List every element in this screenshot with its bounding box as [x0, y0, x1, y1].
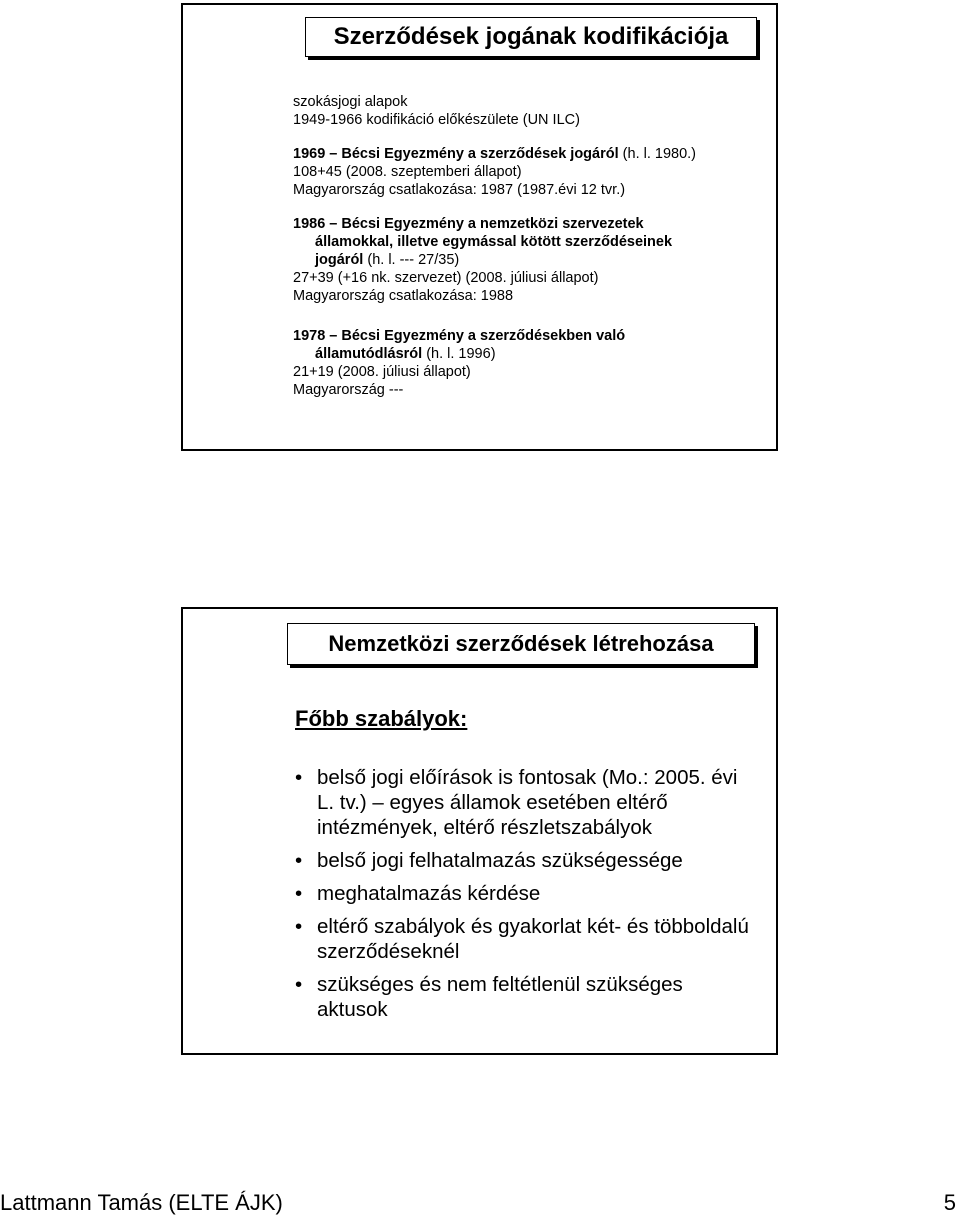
- text-line: szokásjogi alapok: [293, 94, 408, 110]
- convention-1986-heading: 1986 – Bécsi Egyezmény a nemzetközi szervezetek: [293, 216, 644, 232]
- convention-1986-heading-cont: jogáról (h. l. --- 27/35): [315, 252, 460, 268]
- slide-1-body: [293, 93, 763, 399]
- convention-1969-parties: 108+45 (2008. szeptemberi állapot): [293, 164, 522, 180]
- footer-author: Lattmann Tamás (ELTE ÁJK): [0, 1190, 283, 1215]
- slide-2-title: Nemzetközi szerződések létrehozása: [287, 623, 755, 665]
- convention-1978-heading-cont: államutódlásról (h. l. 1996): [315, 346, 496, 362]
- convention-1978-hungary: Magyarország ---: [293, 382, 404, 398]
- slide-2: [181, 607, 778, 1055]
- convention-1986-parties: 27+39 (+16 nk. szervezet) (2008. júliusi állapot): [293, 270, 599, 286]
- list-item: • belső jogi felhatalmazás szükségessége: [295, 848, 755, 873]
- list-item: • meghatalmazás kérdése: [295, 881, 755, 906]
- list-item: • szükséges és nem feltétlenül szükséges aktusok: [295, 972, 755, 1022]
- list-item: • eltérő szabályok és gyakorlat két- és többoldalú szerződéseknél: [295, 914, 755, 964]
- page-number: 5: [943, 1190, 956, 1215]
- slide-1: [181, 3, 778, 451]
- convention-1969-heading: 1969 – Bécsi Egyezmény a szerződések jogáról (h. l. 1980.): [293, 146, 697, 162]
- convention-1978-heading: 1978 – Bécsi Egyezmény a szerződésekben való: [293, 328, 626, 344]
- slide-1-title: Szerződések jogának kodifikációja: [305, 17, 757, 57]
- convention-1978-parties: 21+19 (2008. júliusi állapot): [293, 364, 471, 380]
- text-line: 1949-1966 kodifikáció előkészülete (UN ILC): [293, 112, 580, 128]
- slide-2-subtitle: Főbb szabályok:: [295, 706, 468, 731]
- convention-1986-hungary: Magyarország csatlakozása: 1988: [293, 288, 514, 304]
- list-item: • belső jogi előírások is fontosak (Mo.: 2005. évi L. tv.) – egyes államok esetében eltérő intézmények, eltérő részletszabályok: [295, 765, 755, 840]
- convention-1986-heading-cont: államokkal, illetve egymással kötött szerződéseinek: [315, 234, 673, 250]
- convention-1969-hungary: Magyarország csatlakozása: 1987 (1987.évi 12 tvr.): [293, 182, 626, 198]
- rules-list: [295, 765, 755, 1030]
